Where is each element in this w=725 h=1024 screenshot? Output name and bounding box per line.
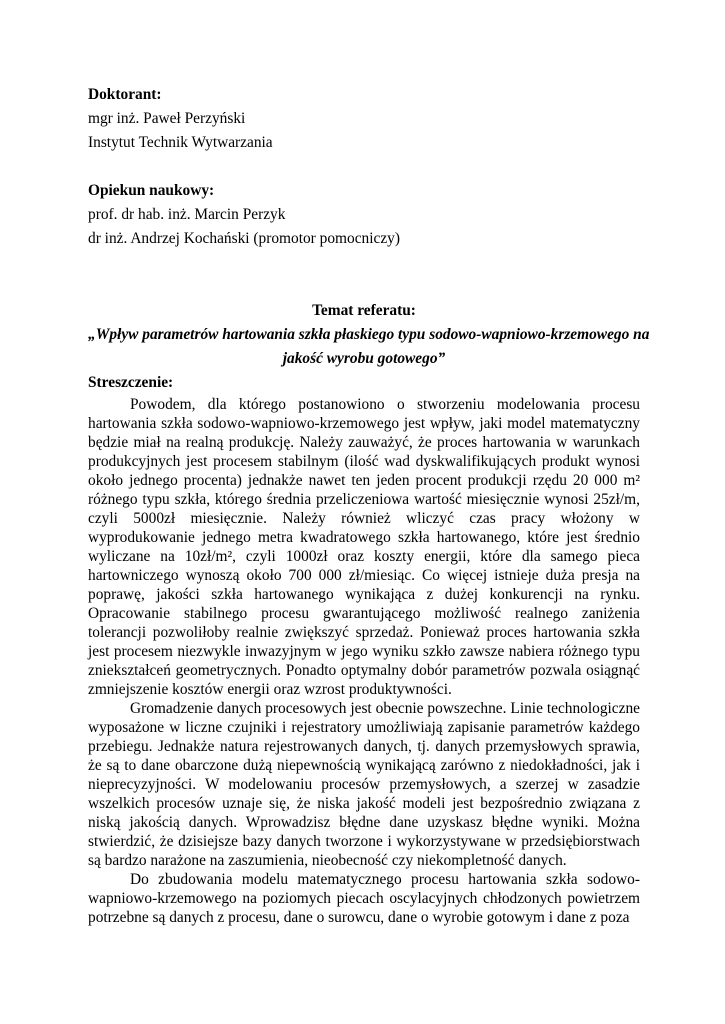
abstract-heading: Streszczenie: [88,374,174,391]
topic-heading: Temat referatu: [312,302,416,319]
topic-title-line1: „Wpływ parametrów hartowania szkła płaskiego typu sodowo-wapniowo-krzemowego na [88,326,650,343]
doctoral-heading: Doktorant: [88,86,162,103]
abstract-paragraph: Powodem, dla którego postanowiono o stworzeniu modelowania procesu hartowania szkła sodowo-wapniowo-krzemowego jest wpływ, jaki model matematyczny będzie miał na realną produkcję. Należy zauważyć, że proces hartowania w warunkach produkcyjnych jest procesem stabilnym (ilość wad dyskwalifikujących produkt wynosi około jednego procenta) jednakże nawet ten jeden procent produkcji rzędu 20 000 m² różnego typu szkła, którego średnia przeliczeniowa wartość miesięcznie wynosi 25zł/m, czyli 5000zł miesięcznie. Należy również wliczyć czas pracy włożony w wyprodukowanie jednego metra kwadratowego szkła hartowanego, które jest średnio wyliczane na 10zł/m², czyli 1000zł oraz koszty energii, które dla samego pieca hartowniczego wynoszą około 700 000 zł/miesiąc. Co więcej istnieje duża presja na poprawę, jakości szkła hartowanego wynikająca z dużej konkurencji na rynku. Opracowanie stabilnego procesu gwarantującego możliwość realnego zaniżenia tolerancji pozwoliłoby realnie zwiększyć sprzedaż. Ponieważ proces hartowania szkła jest procesem niezwykle inwazyjnym w jego wyniku szkło zawsze nabiera różnego typu zniekształceń geometrycznych. Ponadto optymalny dobór parametrów pozwala osiągnąć zmniejszenie kosztów energii oraz wzrost produktywności. [88,396,640,698]
spacer [88,155,640,179]
abstract-paragraph: Do zbudowania modelu matematycznego procesu hartowania szkła sodowo-wapniowo-krzemowego na poziomych piecach oscylacyjnych chłodzonych powietrzem potrzebne są danych z procesu, dane o surowcu, dane o wyrobie gotowym i dane z poza [88,871,640,926]
supervisor-primary: prof. dr hab. inż. Marcin Perzyk [88,206,286,223]
spacer [88,251,640,299]
topic-title-line2: jakość wyrobu gotowego” [282,350,446,367]
abstract-body [88,395,640,927]
abstract-paragraph: Gromadzenie danych procesowych jest obecnie powszechne. Linie technologiczne wyposażone w liczne czujniki i rejestratory umożliwiają zapisanie parametrów każdego przebiegu. Jednakże natura rejestrowanych danych, tj. danych przemysłowych sprawia, że są to dane obarczone dużą niepewnością wynikającą zarówno z niedokładności, jak i nieprecyzyjności. W modelowaniu procesów przemysłowych, a szerzej w zasadzie wszelkich procesów uznaje się, że niska jakość modeli jest bezpośrednio związana z niską jakością danych. Wprowadzisz błędne dane uzyskasz błędne wyniki. Można stwierdzić, że dzisiejsze bazy danych tworzone i wykorzystywane w przedsiębiorstwach są bardzo narażone na zaszumienia, nieobecność czy niekompletność danych. [88,700,640,869]
doctoral-institute: Instytut Technik Wytwarzania [88,134,273,151]
doctoral-name: mgr inż. Paweł Perzyński [88,110,246,127]
supervisor-assistant: dr inż. Andrzej Kochański (promotor pomocniczy) [88,230,400,247]
document-page [88,83,650,927]
supervisor-heading: Opiekun naukowy: [88,182,215,199]
